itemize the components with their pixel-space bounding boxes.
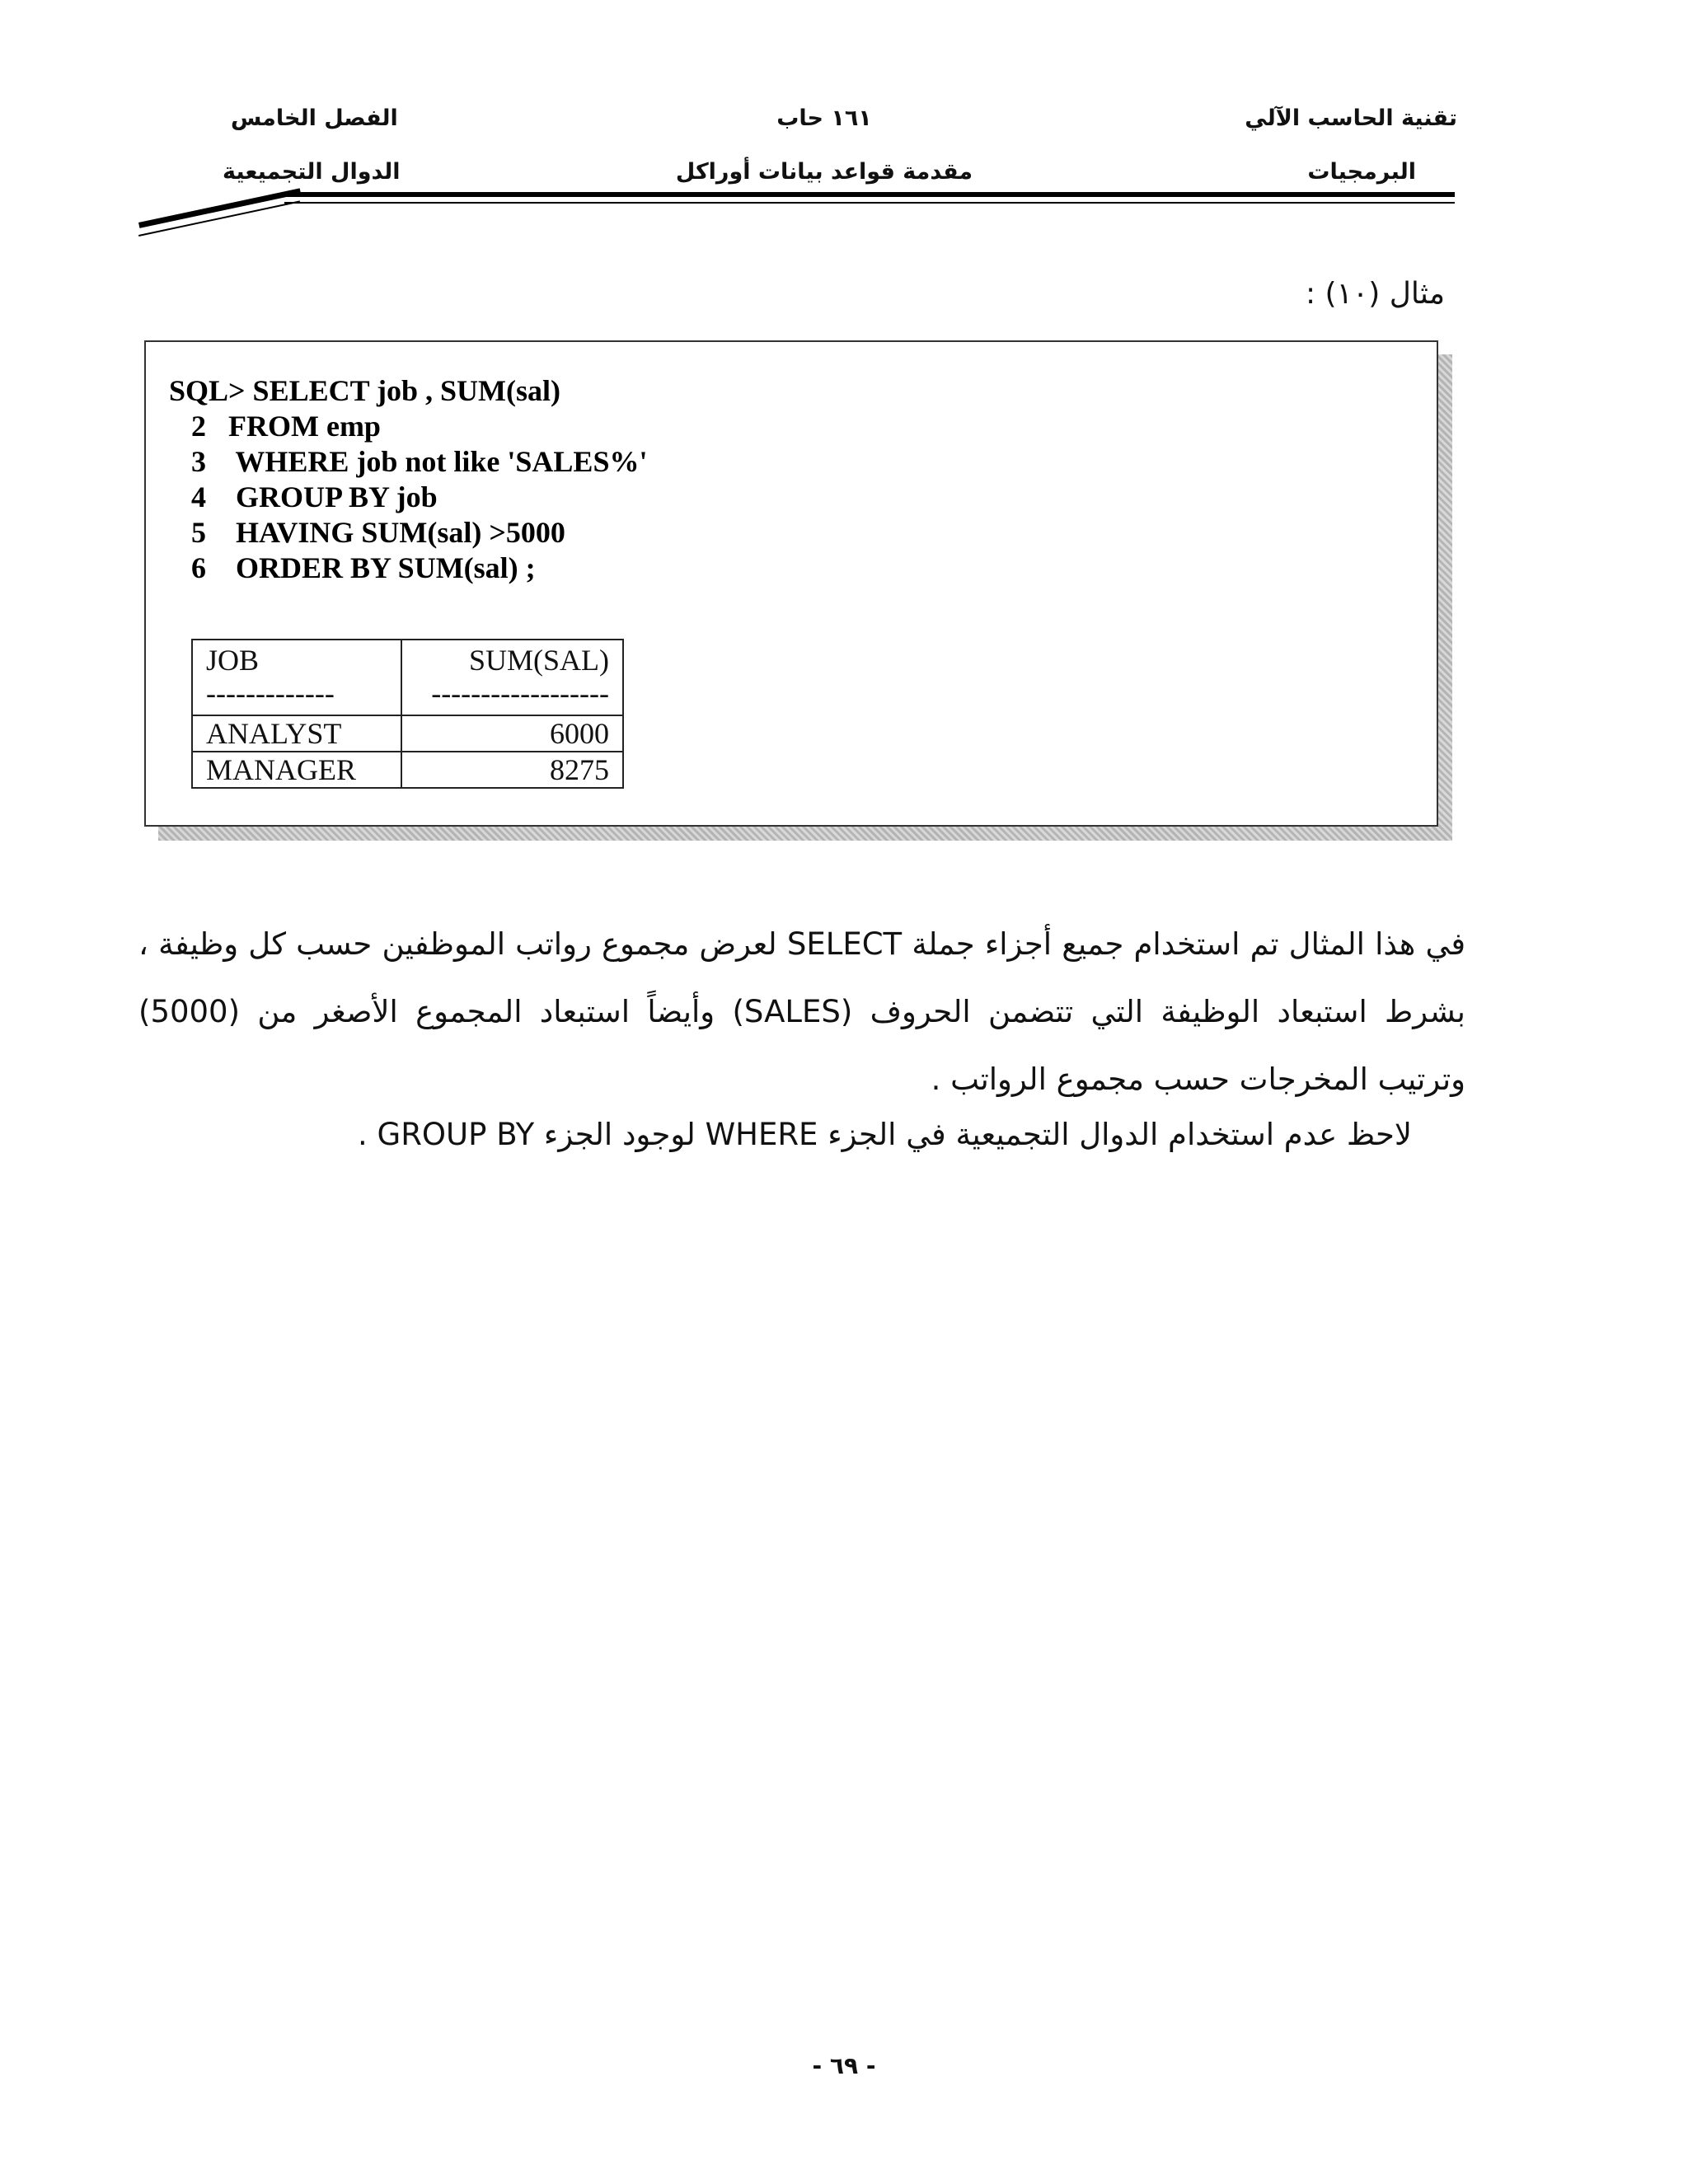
page-number: - ٦٩ - xyxy=(812,2052,876,2079)
code-line: 3 WHERE job not like 'SALES%' xyxy=(169,445,648,478)
header-cell-sum xyxy=(401,640,623,715)
cell-sum: 6000 xyxy=(401,715,623,752)
code-line: 2 FROM emp xyxy=(169,410,381,443)
cell-sum: 8275 xyxy=(401,752,623,788)
sql-code xyxy=(169,373,647,586)
header-department: تقنية الحاسب الآلي xyxy=(1245,105,1457,131)
table-row xyxy=(192,715,623,752)
table-row xyxy=(192,752,623,788)
header-chapter: الفصل الخامس xyxy=(231,105,398,131)
header-course-title: مقدمة قواعد بيانات أوراكل xyxy=(675,159,973,185)
header-course-code: ١٦١ حاب xyxy=(776,105,872,131)
header-slant-thick xyxy=(138,188,301,227)
code-line: 6 ORDER BY SUM(sal) ; xyxy=(169,551,536,584)
column-separator: ------------------ xyxy=(431,677,609,710)
result-table xyxy=(191,639,624,789)
header-rule-thin xyxy=(284,202,1455,204)
column-separator: ------------- xyxy=(206,677,335,710)
table-header-row xyxy=(192,640,623,715)
header-chapter-topic: الدوال التجميعية xyxy=(223,159,401,185)
code-line: 4 GROUP BY job xyxy=(169,480,438,513)
cell-job: ANALYST xyxy=(192,715,401,752)
header-rule-thick xyxy=(284,192,1455,197)
explanation-paragraph: في هذا المثال تم استخدام جميع أجزاء جملة SELECT لعرض مجموع رواتب الموظفين حسب كل وظيفة ، بشرط استبعاد الوظيفة التي تتضمن الحروف (SALES) وأيضاً استبعاد المجموع الأصغر من (5000) وترتيب المخرجات حسب مجموع الرواتب . xyxy=(138,926,1466,1097)
code-box xyxy=(144,340,1438,827)
note-text: لاحظ عدم استخدام الدوال التجميعية في الجزء WHERE لوجود الجزء GROUP BY . xyxy=(358,1117,1412,1152)
code-line: SQL> SELECT job , SUM(sal) xyxy=(169,374,560,407)
column-header-sum: SUM(SAL) xyxy=(468,644,609,677)
cell-job: MANAGER xyxy=(192,752,401,788)
example-title: مثال (١٠) : xyxy=(1305,277,1445,311)
header-cell-job xyxy=(192,640,401,715)
header-major: البرمجيات xyxy=(1307,159,1416,185)
code-line: 5 HAVING SUM(sal) >5000 xyxy=(169,516,565,549)
column-header-job: JOB xyxy=(206,644,260,677)
